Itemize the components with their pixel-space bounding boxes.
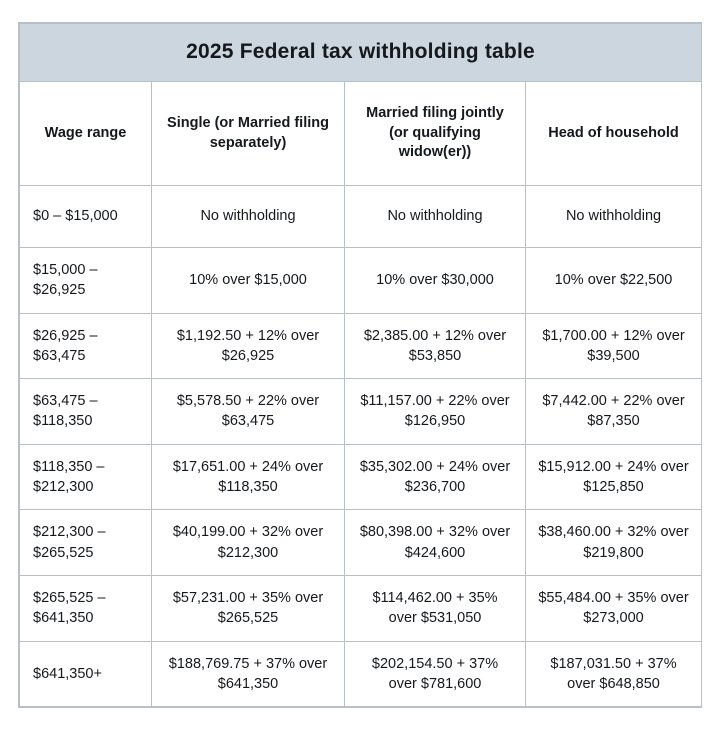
table-row [20, 510, 702, 576]
cell-wage-range: $212,300 – $265,525 [20, 510, 152, 576]
cell-hoh: $38,460.00 + 32% over $219,800 [526, 510, 702, 576]
column-header-single: Single (or Married filing separately) [152, 82, 345, 186]
cell-joint: $35,302.00 + 24% over $236,700 [345, 444, 526, 510]
column-header-head-of-household: Head of household [526, 82, 702, 186]
table-title-row [20, 24, 702, 82]
cell-hoh: $7,442.00 + 22% over $87,350 [526, 379, 702, 445]
cell-joint: $202,154.50 + 37% over $781,600 [345, 641, 526, 707]
cell-wage-range: $15,000 – $26,925 [20, 248, 152, 314]
cell-wage-range: $265,525 – $641,350 [20, 575, 152, 641]
table-header-row [20, 82, 702, 186]
column-header-wage-range: Wage range [20, 82, 152, 186]
cell-wage-range: $0 – $15,000 [20, 186, 152, 248]
cell-wage-range: $63,475 – $118,350 [20, 379, 152, 445]
column-header-married-filing-jointly: Married filing jointly (or qualifying widow(er)) [345, 82, 526, 186]
table-title: 2025 Federal tax withholding table [20, 24, 702, 82]
cell-joint: $80,398.00 + 32% over $424,600 [345, 510, 526, 576]
cell-joint: $11,157.00 + 22% over $126,950 [345, 379, 526, 445]
cell-hoh: No withholding [526, 186, 702, 248]
table-row [20, 248, 702, 314]
cell-joint: 10% over $30,000 [345, 248, 526, 314]
cell-single: $1,192.50 + 12% over $26,925 [152, 313, 345, 379]
table-row [20, 575, 702, 641]
cell-hoh: $15,912.00 + 24% over $125,850 [526, 444, 702, 510]
table-row [20, 444, 702, 510]
cell-single: $40,199.00 + 32% over $212,300 [152, 510, 345, 576]
cell-wage-range: $26,925 – $63,475 [20, 313, 152, 379]
tax-withholding-table [19, 23, 702, 707]
cell-single: $17,651.00 + 24% over $118,350 [152, 444, 345, 510]
table-row [20, 313, 702, 379]
cell-wage-range: $118,350 – $212,300 [20, 444, 152, 510]
cell-single: $57,231.00 + 35% over $265,525 [152, 575, 345, 641]
table-body [20, 186, 702, 707]
cell-joint: $114,462.00 + 35% over $531,050 [345, 575, 526, 641]
tax-table-container [18, 22, 702, 708]
table-row [20, 379, 702, 445]
cell-joint: No withholding [345, 186, 526, 248]
cell-joint: $2,385.00 + 12% over $53,850 [345, 313, 526, 379]
cell-hoh: $187,031.50 + 37% over $648,850 [526, 641, 702, 707]
cell-single: $5,578.50 + 22% over $63,475 [152, 379, 345, 445]
cell-single: $188,769.75 + 37% over $641,350 [152, 641, 345, 707]
cell-wage-range: $641,350+ [20, 641, 152, 707]
table-row [20, 641, 702, 707]
cell-hoh: 10% over $22,500 [526, 248, 702, 314]
cell-single: No withholding [152, 186, 345, 248]
cell-single: 10% over $15,000 [152, 248, 345, 314]
table-row [20, 186, 702, 248]
cell-hoh: $1,700.00 + 12% over $39,500 [526, 313, 702, 379]
cell-hoh: $55,484.00 + 35% over $273,000 [526, 575, 702, 641]
